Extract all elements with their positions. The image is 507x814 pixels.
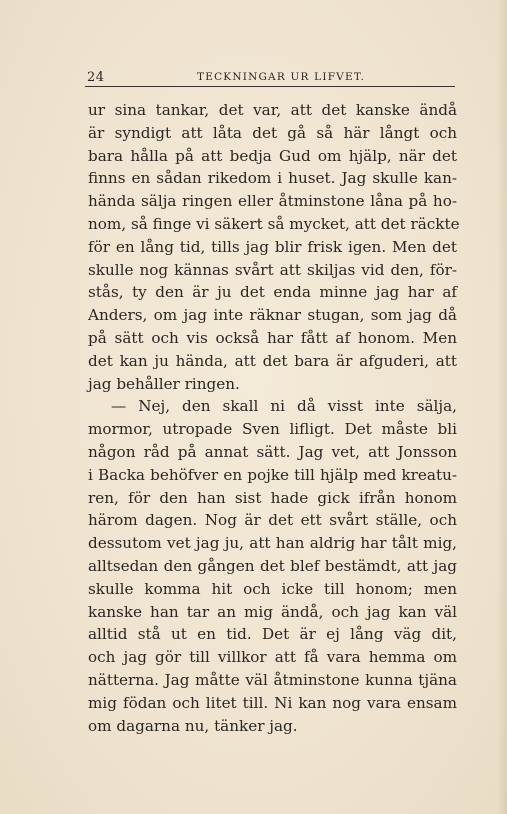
text-line: på sätt och vis också har fått af honom. Men (88, 328, 457, 347)
running-header (85, 62, 455, 87)
text-line: alltsedan den gången det blef bestämdt, att jag (88, 556, 457, 575)
text-line: ur sina tankar, det var, att det kanske ändå (88, 101, 457, 119)
text-line: Anders, om jag inte räknar stugan, som jag då (88, 306, 457, 325)
running-title: TECKNINGAR UR LIFVET. (197, 71, 366, 83)
body-text (88, 99, 460, 737)
text-line: stås, ty den är ju det enda minne jag har af (88, 283, 457, 302)
text-line: skulle komma hit och icke till honom; men (88, 579, 457, 598)
text-line: det kan ju hända, att det bara är afguderi, att (88, 351, 457, 370)
paragraph-end-line: om dagarna nu, tänker jag. (88, 716, 298, 735)
text-line: hända sälja ringen eller åtminstone låna på ho- (88, 192, 457, 211)
paragraph-end-line: jag behåller ringen. (88, 374, 240, 393)
text-line: nätterna. Jag måtte väl åtminstone kunna tjäna (88, 670, 457, 689)
text-line: bara hålla på att bedja Gud om hjälp, när det (88, 146, 457, 165)
text-line: i Backa behöfver en pojke till hjälp med kreatu- (88, 465, 457, 484)
text-line: ren, för den han sist hade gick ifrån honom (88, 488, 457, 507)
text-line: kanske han tar an mig ändå, och jag kan väl (88, 602, 457, 621)
text-line: mig födan och litet till. Ni kan nog vara ensam (88, 693, 457, 712)
text-line: mormor, utropade Sven lifligt. Det måste bli (88, 420, 457, 439)
text-line: alltid stå ut en tid. Det är ej lång väg dit, (88, 625, 457, 644)
text-line: skulle nog kännas svårt att skiljas vid den, för- (88, 260, 457, 279)
text-line: finns en sådan rikedom i huset. Jag skulle kan- (88, 169, 457, 188)
text-line: dessutom vet jag ju, att han aldrig har tålt mig, (88, 534, 457, 553)
text-line: för en lång tid, tills jag blir frisk igen. Men det (88, 237, 457, 256)
text-line: nom, så finge vi säkert så mycket, att det räckte (88, 214, 460, 233)
text-line: någon råd på annat sätt. Jag vet, att Jonsson (88, 442, 457, 461)
paragraph-start-line: — Nej, den skall ni då visst inte sälja, (111, 397, 457, 416)
page-number: 24 (87, 70, 105, 85)
page-edge-shadow (497, 0, 507, 814)
text-line: är syndigt att låta det gå så här långt och (88, 123, 457, 142)
text-line: och jag gör till villkor att få vara hemma om (88, 648, 457, 667)
text-line: härom dagen. Nog är det ett svårt ställe, och (88, 511, 457, 530)
